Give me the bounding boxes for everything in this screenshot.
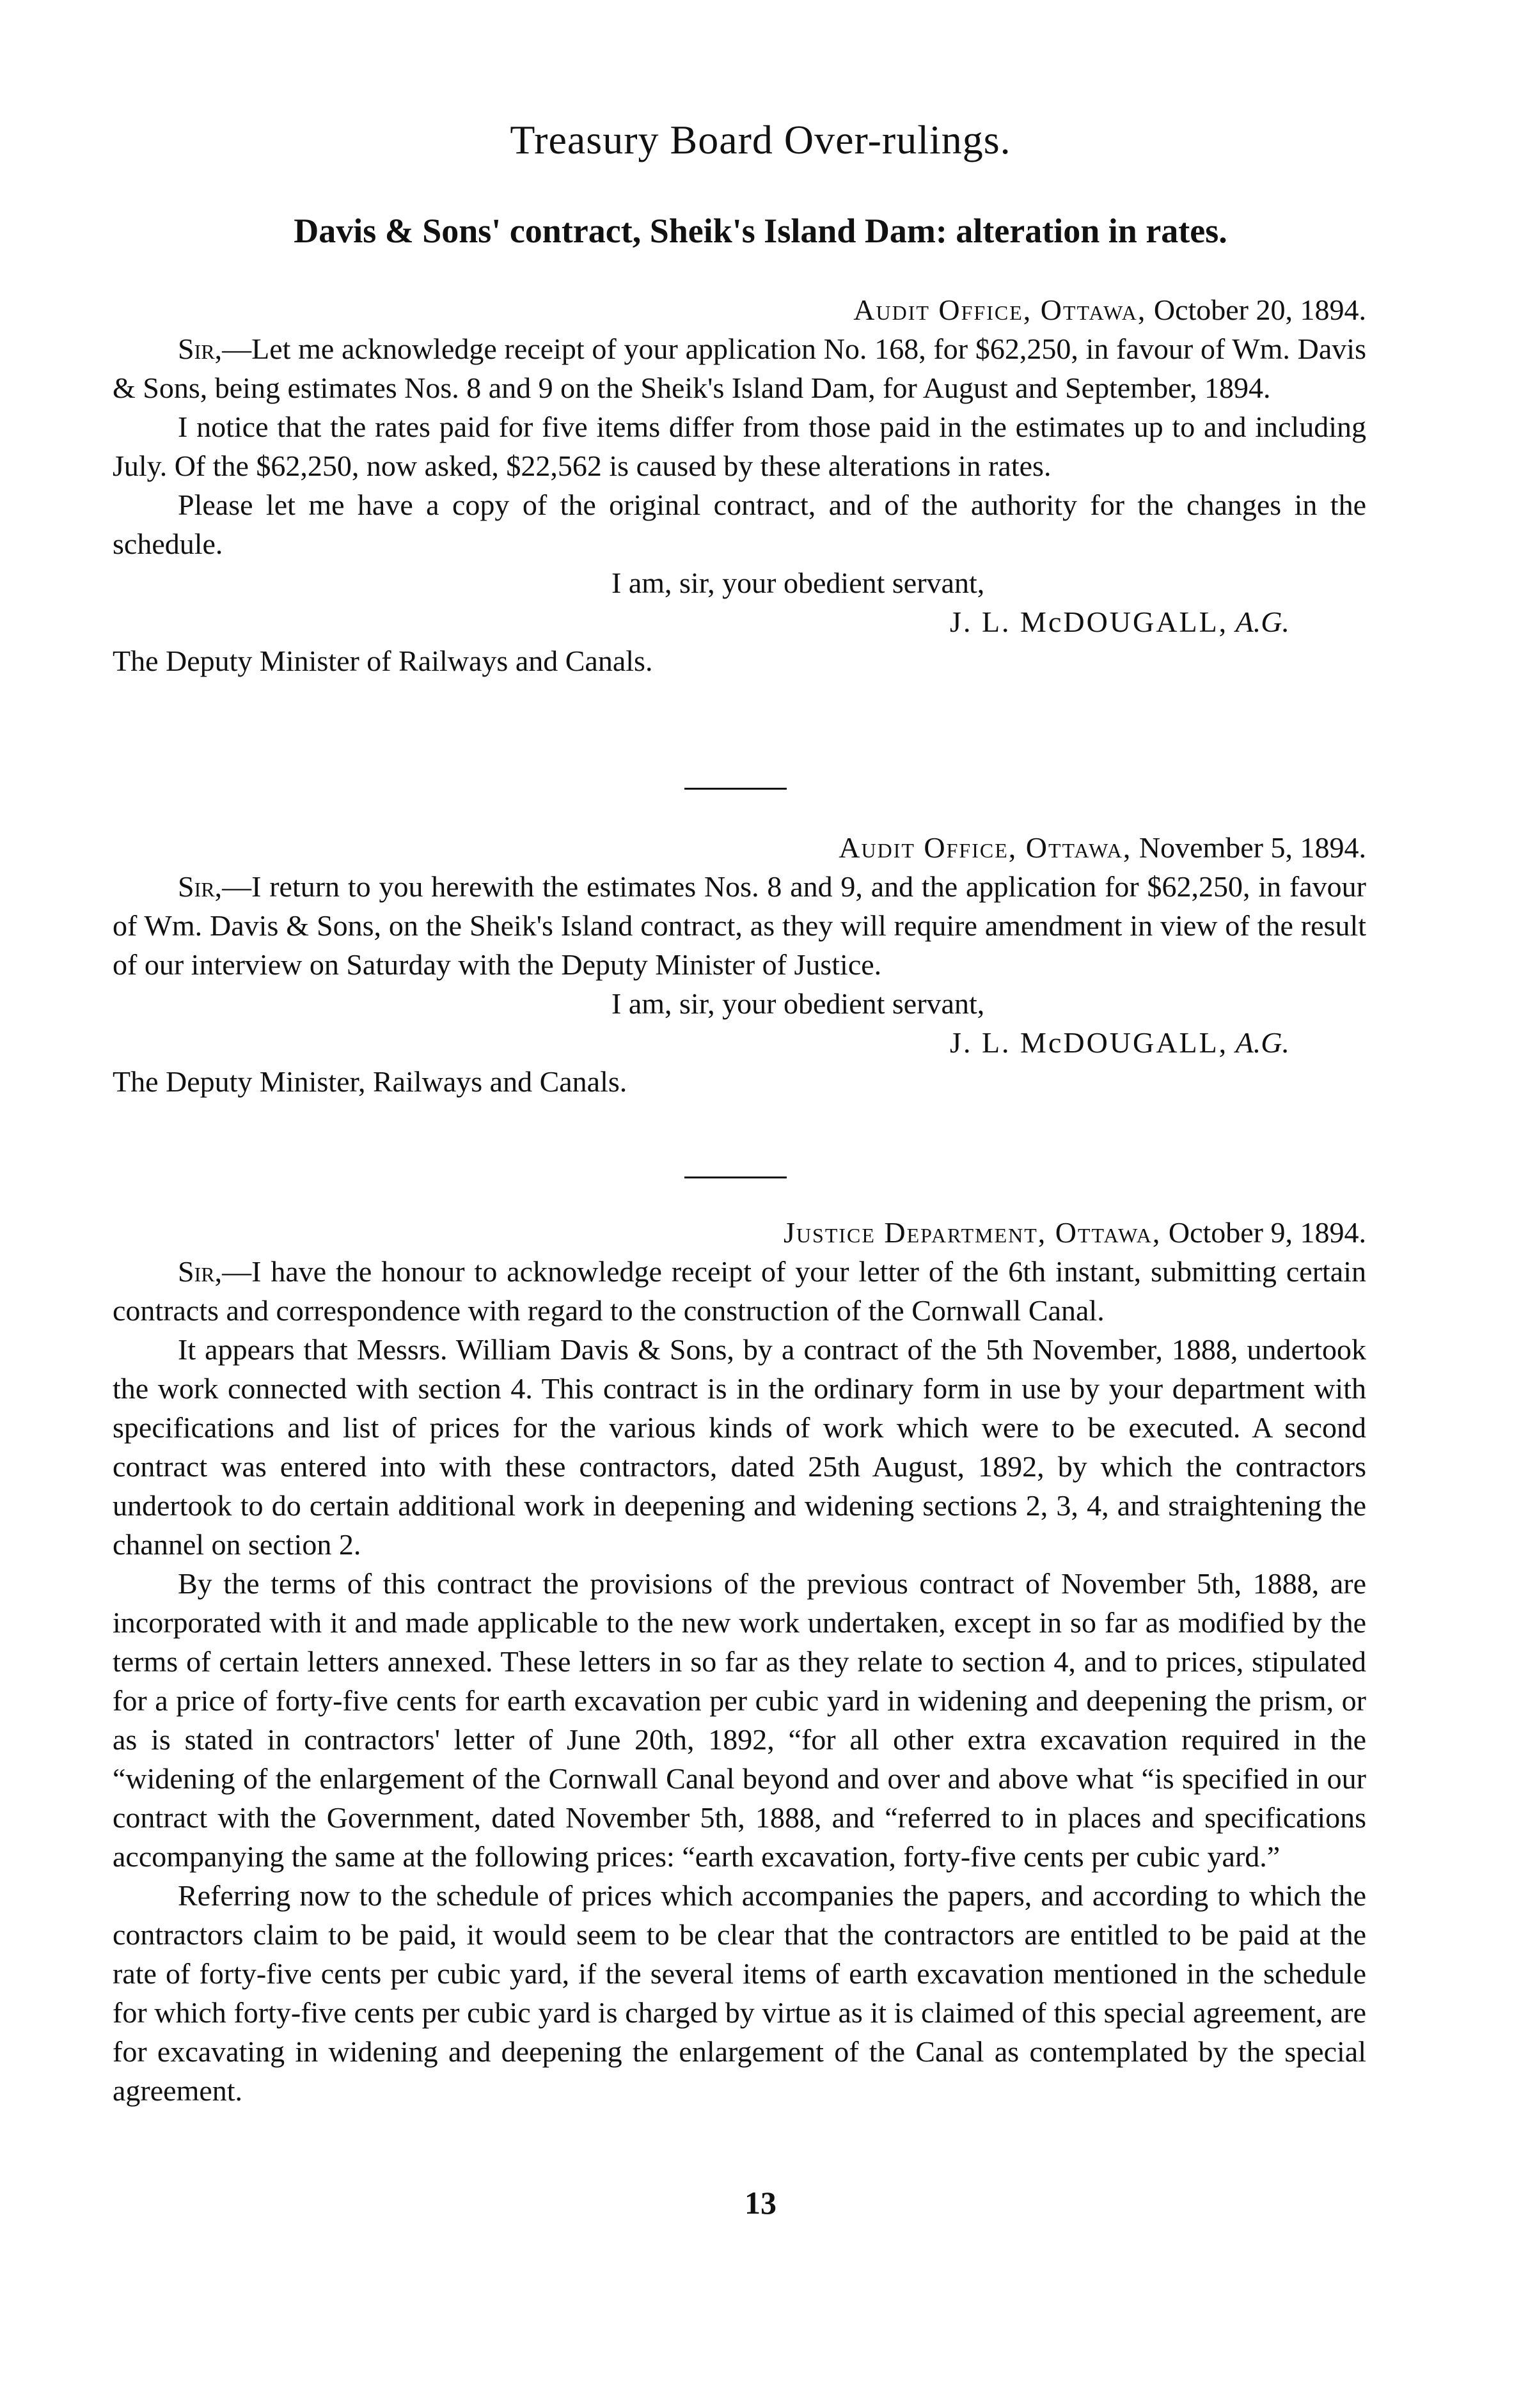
- letter-paragraph: I notice that the rates paid for five items differ from those paid in the estimates up to and including July. Of the $62,250, now asked, $22,562 is caused by these alterations in rates.: [113, 410, 1366, 482]
- salutation: Sir,: [178, 870, 223, 903]
- separator-rule: [684, 788, 787, 790]
- signature-title: A.G.: [1235, 606, 1289, 638]
- letter-paragraph: [113, 1252, 1366, 1330]
- section-heading: Davis & Sons' contract, Sheik's Island Dam: alteration in rates.: [294, 212, 1227, 250]
- closing: I am, sir, your obedient servant,: [611, 987, 985, 1020]
- salutation: Sir,: [178, 332, 223, 365]
- dateline-sender: Audit Office, Ottawa,: [853, 293, 1147, 326]
- salutation: Sir,: [178, 1255, 223, 1288]
- page-number: 13: [745, 2185, 776, 2221]
- signature: [113, 1023, 1366, 1062]
- letter-paragraph: [113, 329, 1366, 407]
- letter-2: [113, 829, 1366, 1101]
- separator-rule: [684, 1177, 787, 1178]
- addressee: The Deputy Minister of Railways and Canals.: [113, 645, 653, 677]
- dateline-date: October 9, 1894.: [1168, 1216, 1366, 1249]
- signature: [113, 602, 1366, 641]
- running-title: Treasury Board Over-rulings.: [510, 117, 1011, 162]
- letter-3: [113, 1214, 1366, 2110]
- paragraph-text: —I return to you herewith the estimates Nos. 8 and 9, and the application for $62,250, in favour of Wm. Davis & Sons, on the Sheik's Island contract, as they will require amendment in view of the result of our interview on Saturday with the Deputy Minister of Justice.: [113, 870, 1366, 981]
- addressee: The Deputy Minister, Railways and Canals.: [113, 1065, 627, 1098]
- dateline-sender: Audit Office, Ottawa,: [839, 831, 1132, 864]
- letter-paragraph: It appears that Messrs. William Davis & Sons, by a contract of the 5th November, 1888, undertook the work connected with section 4. This contract is in the ordinary form in use by your department with specifications and list of prices for the various kinds of work which were to be executed. A second contract was entered into with these contractors, dated 25th August, 1892, by which the contractors undertook to do certain additional work in deepening and widening sections 2, 3, 4, and straightening the channel on section 2.: [113, 1333, 1366, 1561]
- paragraph-text: —Let me acknowledge receipt of your application No. 168, for $62,250, in favour of Wm. Davis & Sons, being estimates Nos. 8 and 9 on the Sheik's Island Dam, for August and September, 1894.: [113, 332, 1366, 404]
- dateline: [113, 1214, 1366, 1252]
- letter-paragraph: [113, 867, 1366, 984]
- signature-name: J. L. McDOUGALL,: [950, 606, 1229, 638]
- dateline-date: November 5, 1894.: [1139, 831, 1366, 864]
- dateline-sender: Justice Department, Ottawa,: [784, 1216, 1162, 1249]
- signature-title: A.G.: [1235, 1026, 1289, 1059]
- signature-name: J. L. McDOUGALL,: [950, 1026, 1229, 1059]
- closing: I am, sir, your obedient servant,: [611, 567, 985, 599]
- dateline: [113, 829, 1366, 867]
- dateline: [113, 291, 1366, 329]
- paragraph-text: —I have the honour to acknowledge receipt of your letter of the 6th instant, submitting certain contracts and correspondence with regard to the construction of the Cornwall Canal.: [113, 1255, 1366, 1327]
- letter-paragraph: Referring now to the schedule of prices which accompanies the papers, and according to which the contractors claim to be paid, it would seem to be clear that the contractors are entitled to be paid at the rate of forty-five cents per cubic yard, if the several items of earth excavation mentioned in the schedule for which forty-five cents per cubic yard is charged by virtue as it is claimed of this special agreement, are for excavating in widening and deepening the enlargement of the Canal as contemplated by the special agreement.: [113, 1879, 1366, 2107]
- dateline-date: October 20, 1894.: [1153, 293, 1366, 326]
- letter-paragraph: Please let me have a copy of the original contract, and of the authority for the changes in the schedule.: [113, 489, 1366, 560]
- letter-1: [113, 291, 1366, 680]
- letter-paragraph: By the terms of this contract the provisions of the previous contract of November 5th, 1888, are incorporated with it and made applicable to the new work undertaken, except in so far as modified by the terms of certain letters annexed. These letters in so far as they relate to section 4, and to prices, stipulated for a price of forty-five cents for earth excavation per cubic yard in widening and deepening the prism, or as is stated in contractors' letter of June 20th, 1892, “for all other extra excavation required in the “widening of the enlargement of the Cornwall Canal beyond and over and above what “is specified in our contract with the Government, dated November 5th, 1888, and “referred to in places and specifications accompanying the same at the following prices: “earth excavation, forty-five cents per cubic yard.”: [113, 1567, 1366, 1873]
